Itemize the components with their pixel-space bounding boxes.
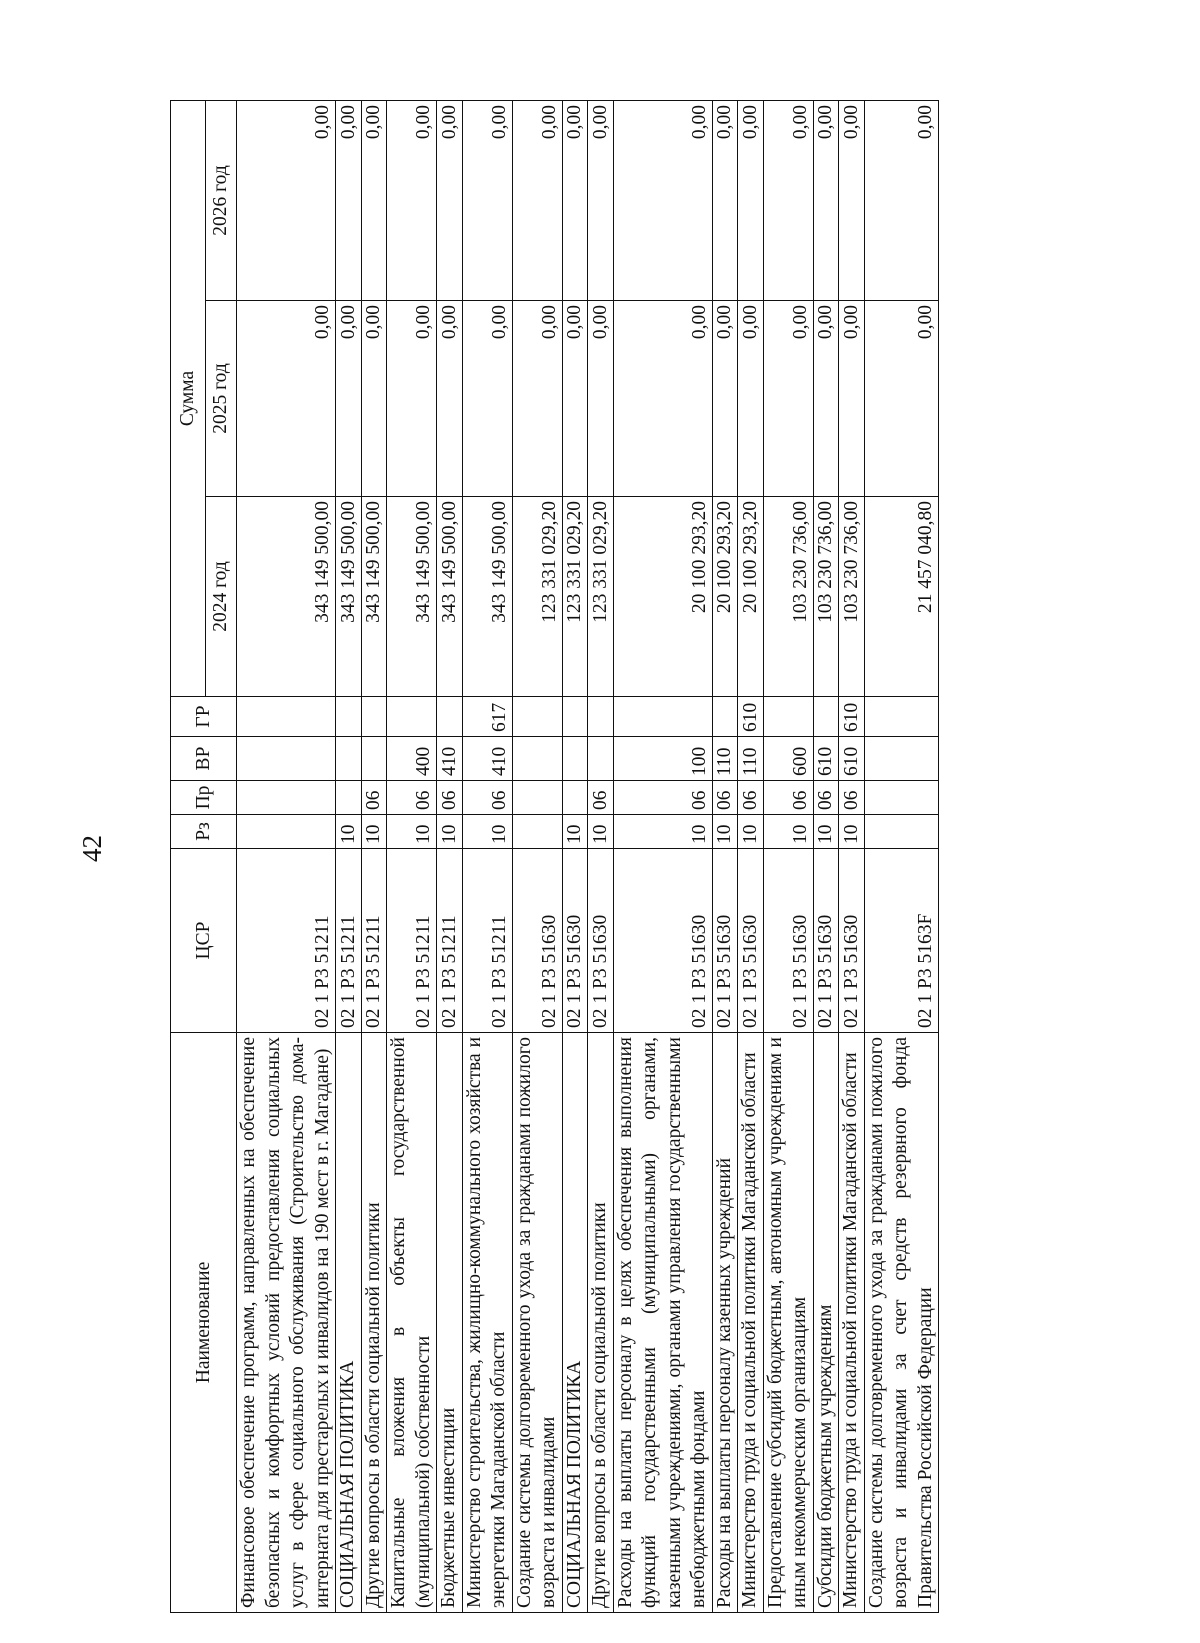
row-sum-2026: 0,00: [336, 101, 362, 301]
header-year-2024: 2024 год: [206, 497, 237, 697]
row-gr: 610: [738, 697, 764, 737]
table-row: [712, 101, 738, 1613]
row-gr: [813, 697, 839, 737]
row-gr: [763, 697, 813, 737]
row-rz: 10: [562, 815, 588, 849]
row-sum-2024: 103 230 736,00: [763, 497, 813, 697]
row-vr: 400: [387, 737, 437, 781]
row-rz: [512, 815, 562, 849]
row-gr: [588, 697, 614, 737]
row-sum-2025: 0,00: [588, 301, 614, 497]
row-sum-2024: 21 457 040,80: [864, 497, 939, 697]
row-pr: 06: [763, 781, 813, 815]
row-vr: 110: [738, 737, 764, 781]
row-pr: [237, 781, 336, 815]
budget-table: [170, 100, 939, 1613]
row-rz: 10: [813, 815, 839, 849]
row-rz: 10: [613, 815, 712, 849]
row-pr: 06: [361, 781, 387, 815]
table-body: [237, 101, 939, 1613]
table-row: [437, 101, 463, 1613]
row-gr: [237, 697, 336, 737]
table-row: [813, 101, 839, 1613]
row-sum-2024: 343 149 500,00: [361, 497, 387, 697]
row-csr: 02 1 Р3 51630: [562, 849, 588, 1033]
header-vr: ВР: [171, 737, 237, 781]
row-csr: 02 1 Р3 51630: [763, 849, 813, 1033]
row-name: Другие вопросы в области социальной политики: [588, 1033, 614, 1613]
row-name: Другие вопросы в области социальной политики: [361, 1033, 387, 1613]
row-gr: [613, 697, 712, 737]
row-csr: 02 1 Р3 51211: [361, 849, 387, 1033]
row-rz: 10: [387, 815, 437, 849]
row-gr: 617: [462, 697, 512, 737]
row-vr: [237, 737, 336, 781]
row-vr: [361, 737, 387, 781]
row-gr: [336, 697, 362, 737]
header-rz: Рз: [171, 815, 237, 849]
row-name: Создание системы долговременного ухода за гражданами пожилого возраста и инвалидами за счет средств резервного фонда Правительства Российской Федерации: [864, 1033, 939, 1613]
row-rz: 10: [588, 815, 614, 849]
row-vr: 610: [813, 737, 839, 781]
row-vr: 410: [437, 737, 463, 781]
row-name: Расходы на выплаты персоналу казенных учреждений: [712, 1033, 738, 1613]
row-name: Бюджетные инвестиции: [437, 1033, 463, 1613]
row-vr: 110: [712, 737, 738, 781]
row-name: Капитальные вложения в объекты государственной (муниципальной) собственности: [387, 1033, 437, 1613]
table-row: [237, 101, 336, 1613]
row-gr: [387, 697, 437, 737]
header-row: [171, 101, 206, 1613]
row-csr: 02 1 Р3 51630: [738, 849, 764, 1033]
row-sum-2026: 0,00: [839, 101, 865, 301]
row-name: Министерство труда и социальной политики Магаданской области: [738, 1033, 764, 1613]
row-csr: 02 1 Р3 51211: [336, 849, 362, 1033]
row-rz: 10: [763, 815, 813, 849]
row-gr: [864, 697, 939, 737]
table-row: [613, 101, 712, 1613]
row-name: СОЦИАЛЬНАЯ ПОЛИТИКА: [562, 1033, 588, 1613]
row-sum-2024: 20 100 293,20: [712, 497, 738, 697]
row-sum-2025: 0,00: [462, 301, 512, 497]
row-rz: 10: [336, 815, 362, 849]
row-sum-2026: 0,00: [712, 101, 738, 301]
table-row: [588, 101, 614, 1613]
row-name: Предоставление субсидий бюджетным, автономным учреждениям и иным некоммерческим организациям: [763, 1033, 813, 1613]
row-sum-2024: 20 100 293,20: [613, 497, 712, 697]
row-pr: 06: [738, 781, 764, 815]
row-csr: 02 1 Р3 51630: [712, 849, 738, 1033]
row-sum-2025: 0,00: [813, 301, 839, 497]
row-gr: [712, 697, 738, 737]
row-csr: 02 1 Р3 5163F: [864, 849, 939, 1033]
row-sum-2026: 0,00: [512, 101, 562, 301]
row-sum-2025: 0,00: [387, 301, 437, 497]
row-sum-2026: 0,00: [387, 101, 437, 301]
row-sum-2026: 0,00: [562, 101, 588, 301]
table-row: [864, 101, 939, 1613]
row-pr: 06: [839, 781, 865, 815]
row-name: Субсидии бюджетным учреждениям: [813, 1033, 839, 1613]
row-pr: 06: [588, 781, 614, 815]
row-sum-2024: 123 331 029,20: [588, 497, 614, 697]
row-pr: 06: [813, 781, 839, 815]
table-row: [361, 101, 387, 1613]
row-sum-2025: 0,00: [839, 301, 865, 497]
header-gr: ГР: [171, 697, 237, 737]
row-vr: 600: [763, 737, 813, 781]
row-sum-2024: 343 149 500,00: [387, 497, 437, 697]
row-sum-2024: 343 149 500,00: [437, 497, 463, 697]
row-name: Расходы на выплаты персоналу в целях обеспечения выполнения функций государственными (муниципальными) органами, казенными учреждениями, органами управления государственными внебюджетными фондами: [613, 1033, 712, 1613]
row-gr: 610: [839, 697, 865, 737]
table-row: [562, 101, 588, 1613]
row-sum-2024: 20 100 293,20: [738, 497, 764, 697]
header-pr: Пр: [171, 781, 237, 815]
row-csr: 02 1 Р3 51630: [813, 849, 839, 1033]
row-csr: 02 1 Р3 51211: [462, 849, 512, 1033]
row-sum-2026: 0,00: [763, 101, 813, 301]
row-rz: [864, 815, 939, 849]
row-pr: [336, 781, 362, 815]
row-name: Министерство строительства, жилищно-коммунального хозяйства и энергетики Магаданской области: [462, 1033, 512, 1613]
header-sum: Сумма: [171, 101, 206, 697]
header-csr: ЦСР: [171, 849, 237, 1033]
row-sum-2025: 0,00: [437, 301, 463, 497]
table-row: [839, 101, 865, 1613]
row-csr: 02 1 Р3 51630: [588, 849, 614, 1033]
table-row: [462, 101, 512, 1613]
row-vr: 610: [839, 737, 865, 781]
row-vr: [588, 737, 614, 781]
header-year-2025: 2025 год: [206, 301, 237, 497]
row-gr: [361, 697, 387, 737]
row-sum-2024: 343 149 500,00: [336, 497, 362, 697]
row-vr: 100: [613, 737, 712, 781]
row-name: СОЦИАЛЬНАЯ ПОЛИТИКА: [336, 1033, 362, 1613]
row-rz: 10: [361, 815, 387, 849]
row-sum-2025: 0,00: [738, 301, 764, 497]
row-sum-2024: 103 230 736,00: [813, 497, 839, 697]
table-row: [512, 101, 562, 1613]
row-sum-2025: 0,00: [562, 301, 588, 497]
row-sum-2026: 0,00: [738, 101, 764, 301]
row-gr: [437, 697, 463, 737]
header-year-2026: 2026 год: [206, 101, 237, 301]
row-sum-2024: 123 331 029,20: [512, 497, 562, 697]
row-sum-2026: 0,00: [361, 101, 387, 301]
row-name: Министерство труда и социальной политики Магаданской области: [839, 1033, 865, 1613]
row-pr: [562, 781, 588, 815]
row-vr: [864, 737, 939, 781]
row-sum-2025: 0,00: [864, 301, 939, 497]
row-name: Финансовое обеспечение программ, направленных на обеспечение безопасных и комфортных условий предоставления социальных услуг в сфере социального обслуживания (Строительство дома-интерната для престарелых и инвалидов на 190 мест в г. Магадане): [237, 1033, 336, 1613]
header-name: Наименование: [171, 1033, 237, 1613]
row-rz: 10: [738, 815, 764, 849]
row-csr: 02 1 Р3 51211: [387, 849, 437, 1033]
row-rz: [237, 815, 336, 849]
row-sum-2024: 343 149 500,00: [237, 497, 336, 697]
row-sum-2025: 0,00: [237, 301, 336, 497]
row-csr: 02 1 Р3 51211: [237, 849, 336, 1033]
row-pr: 06: [613, 781, 712, 815]
table-row: [336, 101, 362, 1613]
row-sum-2026: 0,00: [588, 101, 614, 301]
row-sum-2026: 0,00: [613, 101, 712, 301]
row-gr: [562, 697, 588, 737]
row-sum-2026: 0,00: [237, 101, 336, 301]
row-rz: 10: [462, 815, 512, 849]
row-sum-2026: 0,00: [437, 101, 463, 301]
table-row: [738, 101, 764, 1613]
row-csr: 02 1 Р3 51630: [839, 849, 865, 1033]
row-rz: 10: [437, 815, 463, 849]
row-sum-2025: 0,00: [763, 301, 813, 497]
row-pr: [864, 781, 939, 815]
row-sum-2026: 0,00: [813, 101, 839, 301]
row-sum-2025: 0,00: [512, 301, 562, 497]
row-sum-2025: 0,00: [361, 301, 387, 497]
row-pr: 06: [437, 781, 463, 815]
table-row: [387, 101, 437, 1613]
row-sum-2026: 0,00: [864, 101, 939, 301]
row-sum-2024: 343 149 500,00: [462, 497, 512, 697]
row-pr: [512, 781, 562, 815]
row-pr: 06: [712, 781, 738, 815]
row-vr: 410: [462, 737, 512, 781]
row-sum-2025: 0,00: [712, 301, 738, 497]
row-vr: [562, 737, 588, 781]
table-row: [763, 101, 813, 1613]
row-pr: 06: [462, 781, 512, 815]
row-name: Создание системы долговременного ухода за гражданами пожилого возраста и инвалидами: [512, 1033, 562, 1613]
row-sum-2024: 103 230 736,00: [839, 497, 865, 697]
row-sum-2025: 0,00: [613, 301, 712, 497]
row-vr: [336, 737, 362, 781]
row-pr: 06: [387, 781, 437, 815]
page-number: 42: [77, 835, 107, 862]
budget-table-container: [170, 101, 1150, 1613]
row-gr: [512, 697, 562, 737]
row-rz: 10: [712, 815, 738, 849]
row-sum-2026: 0,00: [462, 101, 512, 301]
row-sum-2025: 0,00: [336, 301, 362, 497]
row-vr: [512, 737, 562, 781]
row-rz: 10: [839, 815, 865, 849]
row-csr: 02 1 Р3 51630: [512, 849, 562, 1033]
row-csr: 02 1 Р3 51211: [437, 849, 463, 1033]
row-sum-2024: 123 331 029,20: [562, 497, 588, 697]
row-csr: 02 1 Р3 51630: [613, 849, 712, 1033]
